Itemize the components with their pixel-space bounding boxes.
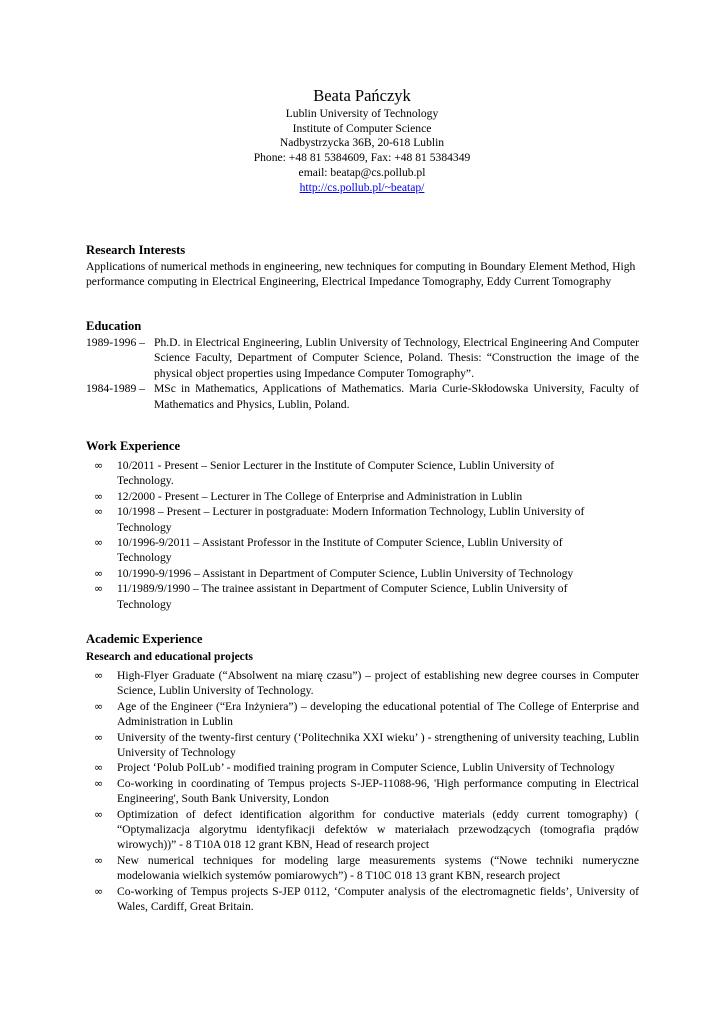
projects-list <box>86 668 639 915</box>
infinity-bullet-icon: ∞ <box>94 807 104 821</box>
education-list <box>86 335 639 412</box>
list-item: ∞ Age of the Engineer (“Era Inżyniera”) – developing the educational potential of The College of Enterprise and Administration in Lublin <box>94 699 639 729</box>
work-experience-heading: Work Experience <box>86 439 181 453</box>
university-line: Lublin University of Technology <box>285 107 439 120</box>
infinity-bullet-icon: ∞ <box>94 884 104 898</box>
infinity-bullet-icon: ∞ <box>94 459 104 472</box>
list-item: ∞ Co-working of Tempus projects S-JEP 0112, ‘Computer analysis of the electromagnetic fields’, University of Wales, Cardiff, Great Britain. <box>94 884 639 914</box>
list-item: ∞ Optimization of defect identification algorithm for conductive materials (eddy current tomography) ( “Optymalizacja algorytmu identyfikacji defektów w materiałach przewodzących (tomografia prądów wirowych))” - 8 T10A 018 12 grant KBN, Head of research project <box>94 807 639 852</box>
institute-line: Institute of Computer Science <box>292 121 432 135</box>
list-item: ∞ 12/2000 - Present – Lecturer in The College of Enterprise and Administration in Lublin <box>94 489 523 503</box>
research-interests-heading: Research Interests <box>86 243 186 257</box>
person-name: Beata Pańczyk <box>313 86 411 105</box>
infinity-bullet-icon: ∞ <box>94 489 104 503</box>
education-item <box>86 381 639 412</box>
infinity-bullet-icon: ∞ <box>94 730 104 744</box>
list-item: ∞ 10/1990-9/1996 – Assistant in Department of Computer Science, Lublin University of Technology <box>94 566 574 580</box>
education-years: 1984-1989 – <box>86 382 145 396</box>
education-heading: Education <box>86 319 142 333</box>
infinity-bullet-icon: ∞ <box>94 776 104 790</box>
education-years: 1989-1996 – <box>86 336 145 349</box>
infinity-bullet-icon: ∞ <box>94 761 104 775</box>
list-item: ∞ 11/1989/9/1990 – The trainee assistant in Department of Computer Science, Lublin University of Technology <box>94 582 568 611</box>
education-item <box>86 335 639 381</box>
list-item: ∞ 10/2011 - Present – Senior Lecturer in the Institute of Computer Science, Lublin University of Technology. <box>94 459 555 488</box>
list-item: ∞ Project ‘Polub PolLub’ - modified training program in Computer Science, Lublin University of Technology <box>94 761 615 775</box>
work-experience-list <box>86 458 611 612</box>
infinity-bullet-icon: ∞ <box>94 536 104 550</box>
list-item: ∞ 10/1998 – Present – Lecturer in postgraduate: Modern Information Technology, Lublin University of Technology <box>94 505 585 534</box>
list-item: ∞ High-Flyer Graduate (“Absolwent na miarę czasu”) – project of establishing new degree courses in Computer Science, Lublin University of Technology. <box>94 669 639 698</box>
list-item: ∞ New numerical techniques for modeling large measurements systems (“Nowe techniki numeryczne modelowania wielkich systemów pomiarowych”) - 8 T10C 018 13 grant KBN, research project <box>94 853 639 883</box>
phone-line: Phone: +48 81 5384609, Fax: +48 81 5384349 <box>253 151 471 165</box>
list-item: ∞ University of the twenty-first century (‘Politechnika XXI wieku’ ) - strengthening of university teaching, Lublin University of Technology <box>94 730 639 760</box>
infinity-bullet-icon: ∞ <box>94 505 104 519</box>
projects-subheading: Research and educational projects <box>86 651 253 663</box>
contact-header <box>0 86 724 195</box>
education-description: MSc in Mathematics, Applications of Mathematics. Maria Curie-Skłodowska University, Faculty of Mathematics and Physics, Lublin, Poland. <box>154 382 639 411</box>
homepage-link[interactable]: http://cs.pollub.pl/~beatap/ <box>299 180 425 194</box>
email-line: email: beatap@cs.pollub.pl <box>298 165 426 179</box>
infinity-bullet-icon: ∞ <box>94 853 104 867</box>
education-description: Ph.D. in Electrical Engineering, Lublin University of Technology, Electrical Engineering And Computer Science Faculty, Department of Computer Science, Poland. Thesis: “Construction the image of the physical object properties using Impedance Computer Tomography”. <box>154 336 639 380</box>
research-interests-text: Applications of numerical methods in engineering, new techniques for computing in Boundary Element Method, High performance computing in Electrical Engineering, Electrical Impedance Tomography, Eddy Current Tomography <box>86 260 636 289</box>
infinity-bullet-icon: ∞ <box>94 566 104 580</box>
list-item: ∞ Co-working in coordinating of Tempus projects S-JEP-11088-96, 'High performance computing in Electrical Engineering', South Bank University, London <box>94 776 639 806</box>
infinity-bullet-icon: ∞ <box>94 582 104 596</box>
list-item: ∞ 10/1996-9/2011 – Assistant Professor in the Institute of Computer Science, Lublin University of Technology <box>94 536 563 565</box>
address-line: Nadbystrzycka 36B, 20-618 Lublin <box>279 136 445 150</box>
academic-experience-heading: Academic Experience <box>86 632 203 646</box>
infinity-bullet-icon: ∞ <box>94 669 104 682</box>
infinity-bullet-icon: ∞ <box>94 699 104 713</box>
